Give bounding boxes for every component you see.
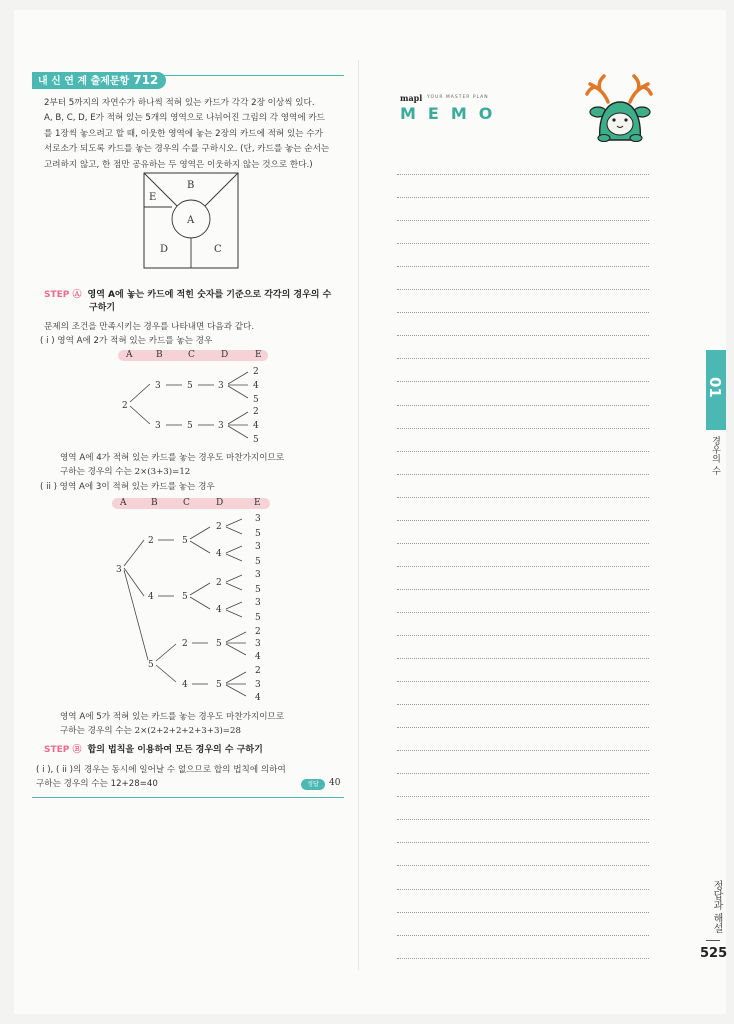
memo-lines [397,152,649,959]
page-number: 525 [700,946,728,961]
tree2-header-b: B [151,498,158,508]
step-a-title-cont: 구하기 [89,303,116,313]
region-diagram [143,172,239,270]
memo-line [397,682,649,705]
tree-header-b: B [156,350,163,360]
step-b-line2: 구하는 경우의 수는 12+28=40 [36,779,158,789]
memo-line [397,452,649,475]
tree2-b1: 2 [148,536,154,546]
tree1-c1: 5 [187,381,193,391]
memo-line [397,820,649,843]
region-b-label: B [187,180,195,191]
tree1-b1: 3 [155,381,161,391]
tree2-e7: 3 [255,598,261,608]
tree2-e14: 4 [255,693,261,703]
tree1-c2: 5 [187,421,193,431]
tree2-e1: 3 [255,514,261,524]
case2-note2: 구하는 경우의 수는 2×(2+2+2+2+3+3)=28 [60,726,241,736]
tree2-e13: 3 [255,680,261,690]
memo-line [397,290,649,313]
tree1-e5: 4 [253,421,259,431]
tree2-header-c: C [183,498,190,508]
tree2-c4: 4 [182,680,188,690]
tree1-d1: 3 [218,381,224,391]
memo-line [397,382,649,405]
region-a-label: A [187,215,195,226]
tree2-e10: 3 [255,639,261,649]
tree1-root: 2 [122,401,128,411]
tree2-c1: 5 [182,536,188,546]
tree2-header-a: A [120,498,127,508]
tree1-e6: 5 [253,435,259,445]
step-a-title [44,289,331,302]
tree2-e11: 4 [255,652,261,662]
problem-line: A, B, C, D, E가 적혀 있는 5개의 영역으로 나뉘어진 그림의 각 영역에 카드 [44,113,325,124]
memo-line [397,313,649,336]
memo-line [397,244,649,267]
memo-line [397,890,649,913]
memo-line [397,406,649,429]
case2-heading: ( ii ) 영역 A에 3이 적혀 있는 카드를 놓는 경우 [40,482,215,492]
memo-line [397,636,649,659]
memo-line [397,198,649,221]
tree2-e5: 3 [255,570,261,580]
region-c-label: C [214,244,222,255]
memo-subtitle: YOUR MASTER PLAN [427,95,489,100]
memo-line [397,567,649,590]
tree1-b2: 3 [155,421,161,431]
tree2-e2: 5 [255,529,261,539]
problem-line: 서로소가 되도록 카드를 놓는 경우의 수를 구하시오. (단, 카드를 놓는 순서는 [44,144,330,155]
answer-value: 40 [329,778,341,788]
problem-line: 를 1장씩 놓으려고 할 때, 이웃한 영역에 놓는 2장의 카드에 적혀 있는 수가 [44,128,323,139]
tree-diagram-1 [110,360,280,448]
memo-line [397,913,649,936]
tree2-root: 3 [116,565,122,575]
memo-line [397,475,649,498]
bottom-rule [32,797,344,798]
tree1-e2: 4 [253,381,259,391]
region-e-label: E [149,192,157,203]
memo-line [397,728,649,751]
memo-line [397,429,649,452]
problem-tag-label: 내 신 연 계 출제문항 [38,76,130,87]
memo-line [397,705,649,728]
memo-line [397,221,649,244]
chapter-number: 01 [706,376,724,398]
tree-header-d: D [221,350,229,360]
tree2-header-e: E [254,498,261,508]
step-b-title-text: 합의 법칙을 이용하여 모든 경우의 수 구하기 [87,745,263,755]
step-b-label: STEP Ⓑ [44,745,82,755]
chapter-tab [706,350,726,430]
tree2-d6: 5 [216,680,222,690]
tree2-b2: 4 [148,592,154,602]
tree2-d4: 4 [216,605,222,615]
section-label: 정답과 해설 [711,880,722,934]
case1-note1: 영역 A에 4가 적혀 있는 카드를 놓는 경우도 마찬가지이므로 [60,453,285,463]
memo-line [397,267,649,290]
tree2-header-d: D [216,498,224,508]
tree2-d5: 5 [216,639,222,649]
problem-line: 2부터 5까지의 자연수가 하나씩 적혀 있는 카드가 각각 2장 이상씩 있다. [44,98,315,108]
tree-header-band-2 [112,498,270,509]
memo-line [397,359,649,382]
step-a-intro: 문제의 조건을 만족시키는 경우를 나타내면 다음과 같다. [44,322,255,332]
step-a-label: STEP Ⓐ [44,290,82,300]
tree2-e9: 2 [255,627,261,637]
memo-line [397,544,649,567]
deer-mascot-icon [584,74,656,142]
tree1-e1: 2 [253,367,259,377]
tree2-d1: 2 [216,522,222,532]
case1-heading: ( i ) 영역 A에 2가 적혀 있는 카드를 놓는 경우 [40,336,213,346]
memo-line [397,152,649,175]
memo-line [397,521,649,544]
step-b-title [44,744,263,757]
memo-line [397,774,649,797]
problem-text [44,96,344,173]
tree-header-e: E [255,350,262,360]
region-d-label: D [160,244,169,255]
memo-line [397,843,649,866]
tree2-e12: 2 [255,666,261,676]
tree2-c3: 2 [182,639,188,649]
tree1-e3: 5 [253,395,259,405]
memo-line [397,936,649,959]
tree2-e8: 5 [255,613,261,623]
memo-line [397,590,649,613]
tree-header-a: A [126,350,133,360]
tree-header-c: C [188,350,195,360]
memo-line [397,751,649,774]
tree1-e4: 2 [253,407,259,417]
tree2-d3: 2 [216,578,222,588]
tree2-e6: 5 [255,585,261,595]
memo-title: MEMO [400,104,505,123]
answer-badge: 정답 [301,779,325,790]
column-divider [358,60,359,970]
problem-number: 712 [133,73,159,87]
memo-line [397,866,649,889]
step-b-line1: ( i ), ( ii )의 경우는 동시에 일어날 수 없으므로 합의 법칙에 의하여 [36,765,286,775]
memo-line [397,336,649,359]
chapter-title: 경우의 수 [710,436,720,475]
tree2-b3: 5 [148,660,154,670]
memo-line [397,175,649,198]
memo-line [397,613,649,636]
memo-brand: mapl [400,93,423,103]
memo-line [397,659,649,682]
case1-note2: 구하는 경우의 수는 2×(3+3)=12 [60,467,191,477]
footer-rule [706,940,720,941]
step-a-title-line1: 영역 A에 놓는 카드에 적힌 숫자를 기준으로 각각의 경우의 수 [87,290,332,300]
tree2-e3: 3 [255,542,261,552]
tree2-d2: 4 [216,549,222,559]
tree1-d2: 3 [218,421,224,431]
memo-line [397,797,649,820]
tree-diagram-2 [110,510,280,708]
problem-tag [32,72,166,89]
memo-line [397,498,649,521]
tree2-c2: 5 [182,592,188,602]
tree2-e4: 5 [255,557,261,567]
case2-note1: 영역 A에 5가 적혀 있는 카드를 놓는 경우도 마찬가지이므로 [60,712,285,722]
problem-line: 고려하지 않고, 한 점만 공유하는 두 영역은 이웃하지 않는 것으로 한다.) [44,159,313,170]
